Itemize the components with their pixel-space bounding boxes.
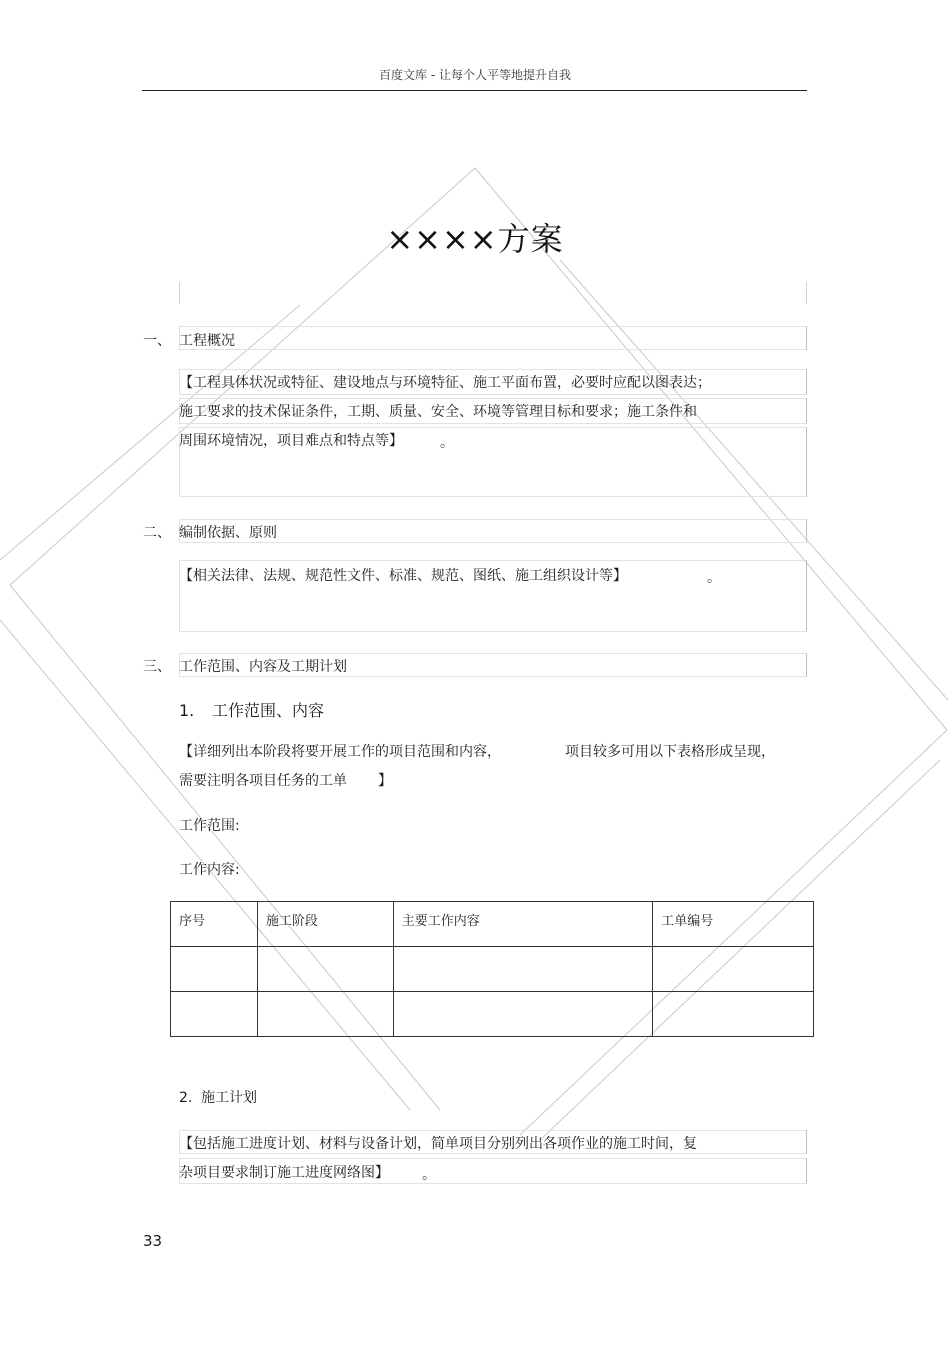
plan-note-line-1: 【包括施工进度计划、材料与设备计划，简单项目分别列出各项作业的施工时间，复 <box>179 1136 697 1152</box>
table-header-cell: 主要工作内容 <box>393 902 653 947</box>
basis-period: 。 <box>707 570 721 586</box>
scope-note-line-1b: 项目较多可用以下表格形成呈现， <box>565 744 775 760</box>
section-label: 工程概况 <box>179 333 235 349</box>
section-number: 一、 <box>143 333 171 349</box>
subsection-label: 工作范围、内容 <box>212 701 325 720</box>
header-rule <box>142 90 807 91</box>
scope-note-line-2a: 需要注明各项目任务的工单 <box>179 773 347 789</box>
section-heading-box <box>179 326 807 350</box>
table-header-row <box>171 902 814 947</box>
section-number: 二、 <box>143 525 171 541</box>
work-scope-label: 工作范围: <box>179 818 240 834</box>
document-title: ××××方案 <box>386 220 564 258</box>
work-content-label: 工作内容: <box>179 862 240 878</box>
table-cell[interactable] <box>171 992 258 1037</box>
subsection-number: 2. <box>179 1090 193 1106</box>
table-cell[interactable] <box>257 947 393 992</box>
plan-note-line-2: 杂项目要求制订施工进度网络图】 <box>179 1165 389 1181</box>
section-heading-2 <box>143 522 277 542</box>
scope-note-line-1a: 【详细列出本阶段将要开展工作的项目范围和内容， <box>179 744 501 760</box>
overview-period: 。 <box>440 435 454 451</box>
page-header: 百度文库 - 让每个人平等地提升自我 <box>379 68 571 82</box>
overview-line-3: 周围环境情况，项目难点和特点等】 <box>179 433 403 449</box>
table-cell[interactable] <box>393 947 653 992</box>
table-header-cell: 施工阶段 <box>257 902 393 947</box>
table-cell[interactable] <box>653 947 814 992</box>
table-cell[interactable] <box>653 992 814 1037</box>
section-label: 工作范围、内容及工期计划 <box>179 659 347 675</box>
page-number: 33 <box>143 1232 163 1250</box>
table-cell[interactable] <box>171 947 258 992</box>
table-header-cell: 序号 <box>171 902 258 947</box>
subsection-label: 施工计划 <box>201 1090 257 1106</box>
section-label: 编制依据、原则 <box>179 525 277 541</box>
subsection-heading-2 <box>179 1087 257 1107</box>
section-heading-3 <box>143 656 347 676</box>
table-cell[interactable] <box>257 992 393 1037</box>
overview-line-2: 施工要求的技术保证条件，工期、质量、安全、环境等管理目标和要求；施工条件和 <box>179 404 697 420</box>
section-heading-1 <box>143 330 235 350</box>
overview-line-1: 【工程具体状况或特征、建设地点与环境特征、施工平面布置，必要时应配以图表达； <box>179 375 711 391</box>
guide-line <box>806 282 807 304</box>
work-content-table <box>170 901 814 1037</box>
table-cell[interactable] <box>393 992 653 1037</box>
table-row <box>171 992 814 1037</box>
plan-note-period: 。 <box>422 1167 436 1183</box>
subsection-number: 1. <box>179 701 195 720</box>
basis-line: 【相关法律、法规、规范性文件、标准、规范、图纸、施工组织设计等】 <box>179 568 627 584</box>
subsection-heading-1 <box>179 698 324 721</box>
scope-note-line-2b: 】 <box>378 773 392 789</box>
guide-line <box>179 282 180 304</box>
table-header-cell: 工单编号 <box>653 902 814 947</box>
section-number: 三、 <box>143 659 171 675</box>
table-row <box>171 947 814 992</box>
